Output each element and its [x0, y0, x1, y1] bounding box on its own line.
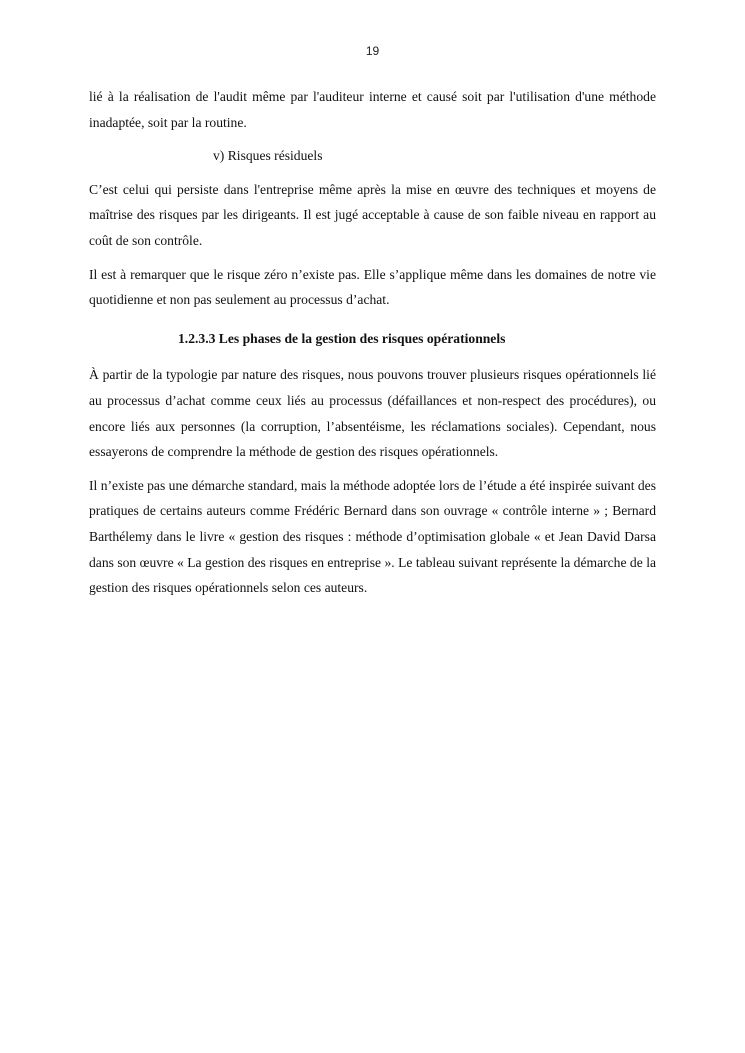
subheading-residual-risks: v) Risques résiduels — [213, 148, 323, 164]
paragraph-audit-risk-continuation: lié à la réalisation de l'audit même par l'auditeur interne et causé soit par l'utilisation d'une méthode inadaptée, soit par la routine. — [89, 89, 656, 130]
paragraph-risk-typology: À partir de la typologie par nature des risques, nous pouvons trouver plusieurs risques opérationnels lié au processus d’achat comme ceux liés au processus (défaillances et non-respect des procédures), ou encore liés aux personnes (la corruption, l’absentéisme, les réclamations sociales). Cependant, nous essayerons de comprendre la méthode de gestion des risques opérationnels. — [89, 367, 656, 460]
section-heading: 1.2.3.3 Les phases de la gestion des risques opérationnels — [178, 330, 506, 346]
paragraph-method-sources: Il n’existe pas une démarche standard, mais la méthode adoptée lors de l’étude a été inspirée suivant des pratiques de certains auteurs comme Frédéric Bernard dans son ouvrage « contrôle interne » ; Bernard Barthélemy dans le livre « gestion des risques : méthode d’optimisation globale « et Jean David Darsa dans son œuvre « La gestion des risques en entreprise ». Le tableau suivant représente la démarche de la gestion des risques opérationnels selon ces auteurs. — [89, 477, 656, 596]
paragraph-residual-risk-definition: C’est celui qui persiste dans l'entreprise même après la mise en œuvre des techniques et moyens de maîtrise des risques par les dirigeants. Il est jugé acceptable à cause de son faible niveau en rapport au coût de son contrôle. — [89, 181, 656, 248]
paragraph-zero-risk: Il est à remarquer que le risque zéro n’existe pas. Elle s’applique même dans les domaines de notre vie quotidienne et non pas seulement au processus d’achat. — [89, 266, 656, 308]
page-body — [89, 84, 656, 601]
page-number: 19 — [365, 44, 380, 58]
